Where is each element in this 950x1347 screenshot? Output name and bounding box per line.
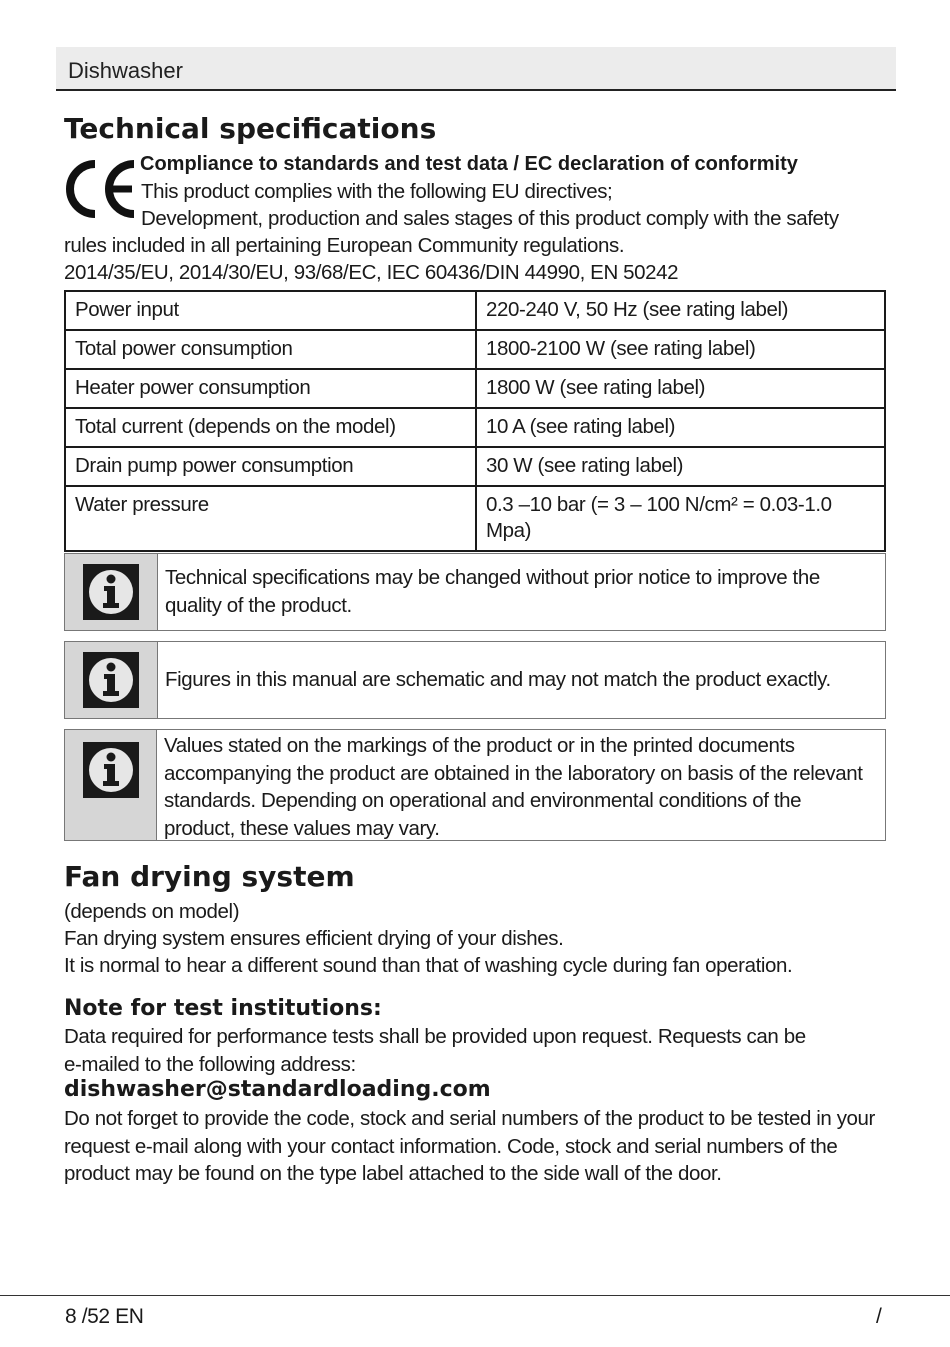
tech-spec-heading: Technical specifications bbox=[64, 112, 437, 145]
test-note-text: Data required for performance tests shall be provided upon request. Requests can be e-mailed to the following address: bbox=[64, 1025, 806, 1076]
test-note-text: Do not forget to provide the code, stock and serial numbers of the product to be tested in your request e-mail along with your contact information. Code, stock and serial numbers of the product may be found on the type label attached to the side wall of the door. bbox=[64, 1107, 875, 1185]
spec-value: 30 W (see rating label) bbox=[476, 447, 885, 486]
spec-label: Water pressure bbox=[65, 486, 476, 551]
spec-label: Total current (depends on the model) bbox=[65, 408, 476, 447]
spec-value: 220-240 V, 50 Hz (see rating label) bbox=[476, 291, 885, 330]
info-icon-cell bbox=[65, 554, 158, 630]
spec-label: Drain pump power consumption bbox=[65, 447, 476, 486]
info-notice bbox=[64, 729, 886, 841]
spec-label: Power input bbox=[65, 291, 476, 330]
info-icon-cell bbox=[65, 730, 157, 840]
running-header bbox=[56, 47, 896, 91]
table-row bbox=[65, 447, 885, 486]
compliance-line: rules included in all pertaining European Community regulations. bbox=[64, 234, 625, 257]
info-icon bbox=[83, 564, 139, 620]
table-row bbox=[65, 291, 885, 330]
info-icon-cell bbox=[65, 642, 158, 718]
info-notice bbox=[64, 641, 886, 719]
table-row bbox=[65, 369, 885, 408]
test-note-heading: Note for test institutions: bbox=[64, 996, 382, 1021]
footer-slash: / bbox=[876, 1305, 882, 1328]
info-icon bbox=[83, 742, 139, 798]
fan-text: It is normal to hear a different sound than that of washing cycle during fan operation. bbox=[64, 954, 793, 977]
compliance-line: This product complies with the following EU directives; bbox=[141, 180, 613, 203]
page-number: 8 /52 EN bbox=[65, 1305, 144, 1328]
spec-table bbox=[64, 290, 886, 552]
standards-list: 2014/35/EU, 2014/30/EU, 93/68/EC, IEC 60436/DIN 44990, EN 50242 bbox=[64, 261, 679, 284]
info-notice bbox=[64, 553, 886, 631]
spec-value: 10 A (see rating label) bbox=[476, 408, 885, 447]
table-row bbox=[65, 330, 885, 369]
contact-email: dishwasher@standardloading.com bbox=[64, 1077, 491, 1102]
fan-text: Fan drying system ensures efficient drying of your dishes. bbox=[64, 927, 564, 950]
spec-label: Heater power consumption bbox=[65, 369, 476, 408]
spec-value: 1800 W (see rating label) bbox=[476, 369, 885, 408]
compliance-title: Compliance to standards and test data / EC declaration of conformity bbox=[140, 153, 798, 175]
info-icon bbox=[83, 652, 139, 708]
table-row bbox=[65, 408, 885, 447]
header-title: Dishwasher bbox=[68, 58, 183, 83]
spec-value: 1800-2100 W (see rating label) bbox=[476, 330, 885, 369]
fan-heading: Fan drying system bbox=[64, 860, 355, 893]
notice-text: Technical specifications may be changed without prior notice to improve the quality of the product. bbox=[165, 566, 820, 617]
spec-label: Total power consumption bbox=[65, 330, 476, 369]
notice-text: Values stated on the markings of the product or in the printed documents accompanying the product are obtained in the laboratory on basis of the relevant standards. Depending on operational and environmental conditions of the product, these values may vary. bbox=[164, 734, 863, 840]
table-row bbox=[65, 486, 885, 551]
notice-text: Figures in this manual are schematic and may not match the product exactly. bbox=[165, 668, 831, 691]
footer-divider bbox=[0, 1295, 950, 1296]
compliance-line: Development, production and sales stages of this product comply with the safety bbox=[141, 207, 839, 230]
ce-mark-icon bbox=[62, 158, 138, 220]
spec-value: 0.3 –10 bar (= 3 – 100 N/cm² = 0.03-1.0 Mpa) bbox=[476, 486, 885, 551]
fan-text: (depends on model) bbox=[64, 900, 240, 923]
